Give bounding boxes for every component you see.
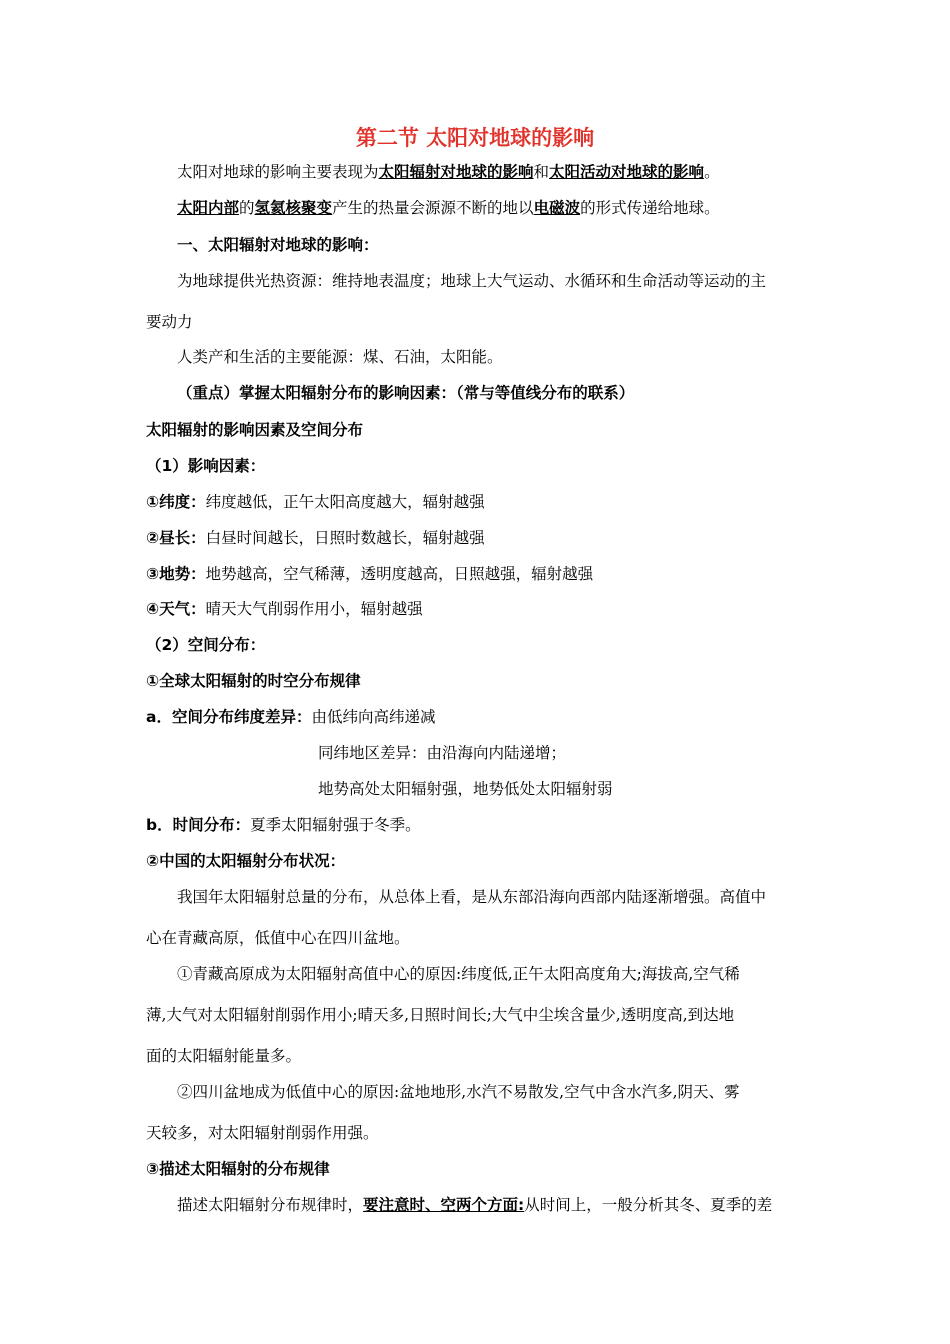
- factor-label: ②昼长：: [146, 529, 206, 547]
- text: 描述太阳辐射分布规律时，: [177, 1196, 364, 1214]
- paragraph-line: 面的太阳辐射能量多。: [146, 1047, 302, 1065]
- describe-paragraph: [177, 1194, 772, 1216]
- text: 的: [239, 199, 255, 217]
- paragraph-line: 我国年太阳辐射总量的分布，从总体上看，是从东部沿海向西部内陆逐渐增强。高值中: [177, 888, 767, 906]
- intro-paragraph-1: [177, 161, 720, 183]
- underlined-term: 太阳辐射对地球的影响: [378, 163, 534, 181]
- time-item-b: [146, 814, 421, 836]
- paragraph-line: 人类产和生活的主要能源：煤、石油，太阳能。: [177, 348, 503, 366]
- paragraph-line: 为地球提供光热资源：维持地表温度；地球上大气运动、水循环和生命活动等运动的主: [177, 272, 767, 290]
- factor-item: [146, 491, 485, 513]
- text: 和: [533, 163, 550, 181]
- factor-item: [146, 563, 593, 585]
- underlined-term: 太阳活动对地球的影响: [549, 163, 705, 181]
- factor-label: ①纬度：: [146, 493, 206, 511]
- factor-text: 晴天大气削弱作用小，辐射越强: [205, 600, 423, 618]
- underlined-term: 氢氦核聚变: [254, 199, 333, 217]
- paragraph-line: 要动力: [146, 313, 193, 331]
- item-label: b．时间分布：: [146, 816, 251, 834]
- section-heading: 一、太阳辐射对地球的影响：: [177, 236, 379, 254]
- paragraph-line: 薄,大气对太阳辐射削弱作用小;晴天多,日照时间长;大气中尘埃含量少,透明度高,到达地: [146, 1006, 735, 1024]
- factor-label: ④天气：: [146, 600, 206, 618]
- factor-text: 白昼时间越长，日照时数越长，辐射越强: [205, 529, 485, 547]
- intro-paragraph-2: [177, 197, 720, 219]
- paragraph-line: ②四川盆地成为低值中心的原因:盆地地形,水汽不易散发,空气中含水汽多,阴天、雾: [177, 1083, 740, 1101]
- paragraph-line: 心在青藏高原，低值中心在四川盆地。: [146, 929, 410, 947]
- text: 产生的热量会源源不断的地以: [332, 199, 534, 217]
- factor-text: 纬度越低，正午太阳高度越大，辐射越强: [205, 493, 485, 511]
- paragraph-line: ①青藏高原成为太阳辐射高值中心的原因:纬度低,正午太阳高度角大;海拔高,空气稀: [177, 965, 740, 983]
- subsection-title: 太阳辐射的影响因素及空间分布: [146, 421, 364, 439]
- factor-item: [146, 527, 485, 549]
- spatial-item-a: [146, 706, 435, 728]
- spatial-heading: （2）空间分布：: [146, 636, 266, 654]
- text: 从时间上，一般分析其冬、夏季的差: [524, 1196, 773, 1214]
- item-text: 由低纬向高纬递减: [311, 708, 436, 726]
- text: 。: [704, 163, 720, 181]
- factors-heading: （1）影响因素：: [146, 457, 266, 475]
- text: 的形式传递给地球。: [580, 199, 720, 217]
- underlined-term: 要注意时、空两个方面:: [363, 1196, 525, 1214]
- page-title: 第二节 太阳对地球的影响: [355, 126, 595, 150]
- underlined-term: 太阳内部: [177, 199, 240, 217]
- text: 太阳对地球的影响主要表现为: [177, 163, 379, 181]
- item-label: a．空间分布纬度差异：: [146, 708, 312, 726]
- paragraph-line: 天较多，对太阳辐射削弱作用强。: [146, 1124, 379, 1142]
- global-heading: ①全球太阳辐射的时空分布规律: [146, 672, 361, 690]
- china-heading: ②中国的太阳辐射分布状况：: [146, 852, 346, 870]
- item-text: 夏季太阳辐射强于冬季。: [250, 816, 421, 834]
- spatial-item-a-line: 地势高处太阳辐射强，地势低处太阳辐射弱: [318, 780, 613, 798]
- factor-label: ③地势：: [146, 565, 206, 583]
- key-point: （重点）掌握太阳辐射分布的影响因素：（常与等值线分布的联系）: [177, 384, 635, 402]
- factor-text: 地势越高，空气稀薄，透明度越高，日照越强，辐射越强: [205, 565, 594, 583]
- factor-item: [146, 598, 423, 620]
- underlined-term: 电磁波: [533, 199, 581, 217]
- describe-heading: ③描述太阳辐射的分布规律: [146, 1160, 330, 1178]
- spatial-item-a-line: 同纬地区差异：由沿海向内陆递增；: [318, 744, 567, 762]
